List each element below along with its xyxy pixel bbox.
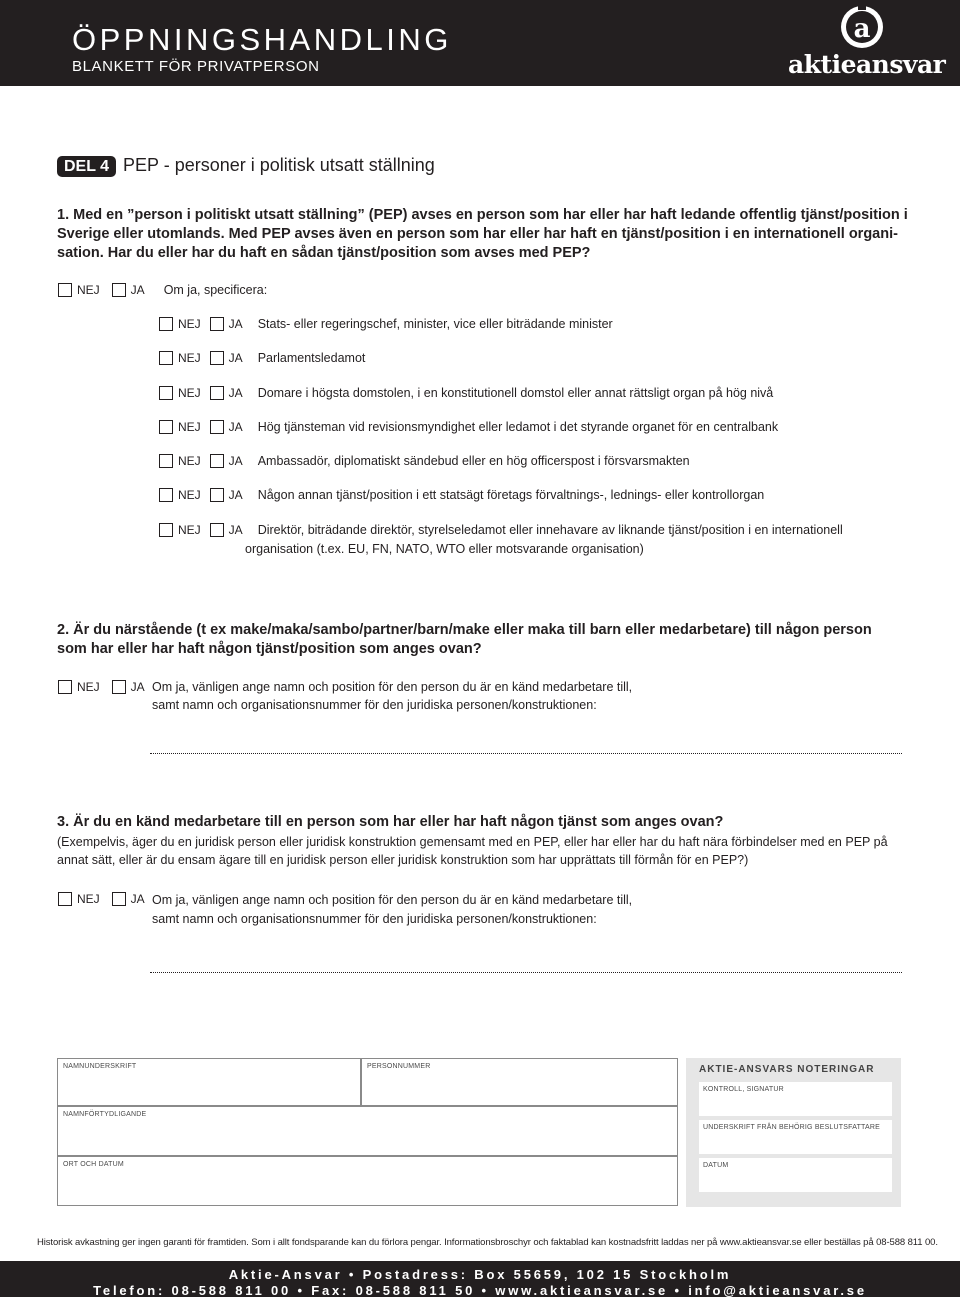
q2-yes-label: JA bbox=[130, 680, 145, 694]
pep-item-no-checkbox[interactable] bbox=[159, 488, 173, 502]
section-badge: DEL 4 bbox=[57, 156, 116, 177]
pep-item-yes-label: JA bbox=[228, 454, 243, 468]
control-signature-label: KONTROLL, SIGNATUR bbox=[703, 1086, 784, 1093]
notes-date-label: DATUM bbox=[703, 1162, 729, 1169]
q1-text-line2: Sverige eller utomlands. Med PEP avses även en person som har eller har haft en tjänst/position i en internationell organi- bbox=[57, 226, 898, 242]
place-date-label: ORT OCH DATUM bbox=[63, 1161, 124, 1168]
pep-item-no-label: NEJ bbox=[178, 386, 201, 400]
pep-item-yes-label: JA bbox=[228, 386, 243, 400]
q3-text-line1: 3. Är du en känd medarbetare till en person som har eller har haft någon tjänst som anges ovan? bbox=[57, 814, 724, 830]
pep-item-yes-checkbox[interactable] bbox=[210, 420, 224, 434]
pep-item-yes-checkbox[interactable] bbox=[210, 523, 224, 537]
footer-contact: Telefon: 08-588 811 00 • Fax: 08-588 811 50 • www.aktieansvar.se • info@aktieansvar.se bbox=[93, 1283, 867, 1297]
pep-item-no-checkbox[interactable] bbox=[159, 351, 173, 365]
name-clarification-field[interactable] bbox=[57, 1106, 678, 1156]
pep-item-text-continued: organisation (t.ex. EU, FN, NATO, WTO eller motsvarande organisation) bbox=[245, 542, 644, 556]
q3-instruction-line1: Om ja, vänligen ange namn och position för den person du är en känd medarbetare till, bbox=[152, 893, 633, 907]
name-signature-label: NAMNUNDERSKRIFT bbox=[63, 1063, 137, 1070]
q1-text-line1: 1. Med en ”person i politiskt utsatt ställning” (PEP) avses en person som har eller har haft ledande offentlig tjänst/position i bbox=[57, 207, 908, 223]
aktieansvar-logo bbox=[788, 2, 946, 82]
q2-answer-field[interactable] bbox=[150, 753, 902, 754]
personal-number-label: PERSONNUMMER bbox=[367, 1063, 431, 1070]
q1-yes-label: JA bbox=[130, 283, 145, 297]
pep-item-row bbox=[159, 487, 764, 503]
place-date-field[interactable] bbox=[57, 1156, 678, 1206]
q3-answer-field[interactable] bbox=[150, 972, 902, 973]
q1-no-checkbox[interactable] bbox=[58, 283, 72, 297]
q2-yes-checkbox[interactable] bbox=[112, 680, 126, 694]
section-title: PEP - personer i politisk utsatt ställning bbox=[123, 155, 435, 175]
form-subtitle: BLANKETT FÖR PRIVATPERSON bbox=[72, 58, 320, 75]
q3-no-label: NEJ bbox=[77, 892, 100, 906]
name-signature-field[interactable] bbox=[57, 1058, 361, 1106]
pep-item-yes-label: JA bbox=[228, 420, 243, 434]
pep-item-yes-checkbox[interactable] bbox=[210, 317, 224, 331]
q2-instruction-line1: Om ja, vänligen ange namn och position för den person du är en känd medarbetare till, bbox=[152, 680, 633, 694]
pep-item-text: Stats- eller regeringschef, minister, vice eller biträdande minister bbox=[257, 317, 613, 331]
q3-yes-label: JA bbox=[130, 892, 145, 906]
q3-answer-row bbox=[58, 891, 154, 907]
notes-date-field bbox=[699, 1158, 892, 1192]
pep-item-yes-label: JA bbox=[228, 488, 243, 502]
pep-item-text: Någon annan tjänst/position i ett statsägt företags förvaltnings-, lednings- eller kontrollorgan bbox=[257, 488, 765, 502]
q2-text-line2: som har eller har haft någon tjänst/position som anges ovan? bbox=[57, 641, 482, 657]
q1-text-line3: sation. Har du eller har du haft en sådan tjänst/position som avses med PEP? bbox=[57, 245, 591, 261]
q1-no-label: NEJ bbox=[77, 283, 100, 297]
pep-item-row bbox=[159, 522, 843, 538]
control-signature-field bbox=[699, 1082, 892, 1116]
pep-item-no-checkbox[interactable] bbox=[159, 386, 173, 400]
pep-item-no-label: NEJ bbox=[178, 420, 201, 434]
pep-item-text: Ambassadör, diplomatiskt sändebud eller en hög officerspost i försvarsmakten bbox=[257, 454, 690, 468]
pep-item-no-label: NEJ bbox=[178, 351, 201, 365]
pep-item-text: Direktör, biträdande direktör, styrelseledamot eller innehavare av liknande tjänst/position i en internationell bbox=[257, 523, 843, 537]
pep-item-yes-checkbox[interactable] bbox=[210, 351, 224, 365]
authorized-signature-label: UNDERSKRIFT FRÅN BEHÖRIG BESLUTSFATTARE bbox=[703, 1124, 880, 1131]
q3-note-line1: (Exempelvis, äger du en juridisk person eller juridisk konstruktion gemensamt med en PEP, eller har eller har du haft nära förbindelser med en PEP på bbox=[57, 835, 888, 849]
logo-wordmark: aktieansvar bbox=[788, 50, 946, 79]
authorized-signature-field bbox=[699, 1120, 892, 1154]
name-clarification-label: NAMNFÖRTYDLIGANDE bbox=[63, 1111, 147, 1118]
q2-answer-row bbox=[58, 679, 154, 695]
pep-item-no-checkbox[interactable] bbox=[159, 523, 173, 537]
pep-item-yes-checkbox[interactable] bbox=[210, 454, 224, 468]
pep-item-yes-label: JA bbox=[228, 523, 243, 537]
header-bar bbox=[0, 0, 960, 86]
pep-item-no-checkbox[interactable] bbox=[159, 420, 173, 434]
q3-no-checkbox[interactable] bbox=[58, 892, 72, 906]
internal-notes-panel bbox=[686, 1058, 901, 1207]
pep-item-yes-checkbox[interactable] bbox=[210, 386, 224, 400]
pep-item-row bbox=[159, 385, 773, 401]
pep-item-text: Parlamentsledamot bbox=[257, 351, 366, 365]
pep-item-no-label: NEJ bbox=[178, 454, 201, 468]
q1-yes-checkbox[interactable] bbox=[112, 283, 126, 297]
pep-item-row bbox=[159, 350, 365, 366]
pep-item-yes-label: JA bbox=[228, 351, 243, 365]
personal-number-field[interactable] bbox=[361, 1058, 678, 1106]
q1-specify-label: Om ja, specificera: bbox=[163, 283, 268, 297]
form-title: ÖPPNINGSHANDLING bbox=[72, 22, 452, 57]
footer-address: Aktie-Ansvar • Postadress: Box 55659, 102 15 Stockholm bbox=[228, 1267, 732, 1282]
internal-notes-title: AKTIE-ANSVARS NOTERINGAR bbox=[699, 1064, 875, 1075]
pep-item-yes-checkbox[interactable] bbox=[210, 488, 224, 502]
pep-item-no-label: NEJ bbox=[178, 523, 201, 537]
svg-text:a: a bbox=[853, 14, 871, 44]
pep-item-text: Domare i högsta domstolen, i en konstitutionell domstol eller annat rättsligt organ på hög nivå bbox=[257, 386, 774, 400]
q2-text-line1: 2. Är du närstående (t ex make/maka/sambo/partner/barn/make eller maka till barn eller medarbetare) till någon person bbox=[57, 622, 872, 638]
q1-answer-row bbox=[58, 282, 267, 298]
pep-item-no-checkbox[interactable] bbox=[159, 454, 173, 468]
pep-item-no-checkbox[interactable] bbox=[159, 317, 173, 331]
q2-instruction-line2: samt namn och organisationsnummer för den juridiska personen/konstruktionen: bbox=[152, 698, 597, 712]
logo-mark-icon bbox=[788, 2, 938, 54]
q3-yes-checkbox[interactable] bbox=[112, 892, 126, 906]
pep-item-row bbox=[159, 316, 613, 332]
disclaimer-text: Historisk avkastning ger ingen garanti för framtiden. Som i allt fondsparande kan du förlora pengar. Informationsbroschyr och faktablad kan kostnadsfritt laddas ner på www.aktieansvar.se eller beställas på 08-588 811 00. bbox=[37, 1237, 938, 1248]
q2-no-checkbox[interactable] bbox=[58, 680, 72, 694]
q2-no-label: NEJ bbox=[77, 680, 100, 694]
pep-item-yes-label: JA bbox=[228, 317, 243, 331]
pep-item-row bbox=[159, 419, 778, 435]
q3-note-line2: annat sätt, eller är du ensam ägare till en juridisk person eller juridisk konstruktion som har upprättats till förmån för en PEP?) bbox=[57, 853, 749, 867]
pep-item-no-label: NEJ bbox=[178, 488, 201, 502]
pep-item-no-label: NEJ bbox=[178, 317, 201, 331]
pep-item-row bbox=[159, 453, 690, 469]
pep-item-text: Hög tjänsteman vid revisionsmyndighet eller ledamot i det styrande organet för en centralbank bbox=[257, 420, 779, 434]
footer-bar bbox=[0, 1261, 960, 1297]
q3-instruction-line2: samt namn och organisationsnummer för den juridiska personen/konstruktionen: bbox=[152, 912, 597, 926]
